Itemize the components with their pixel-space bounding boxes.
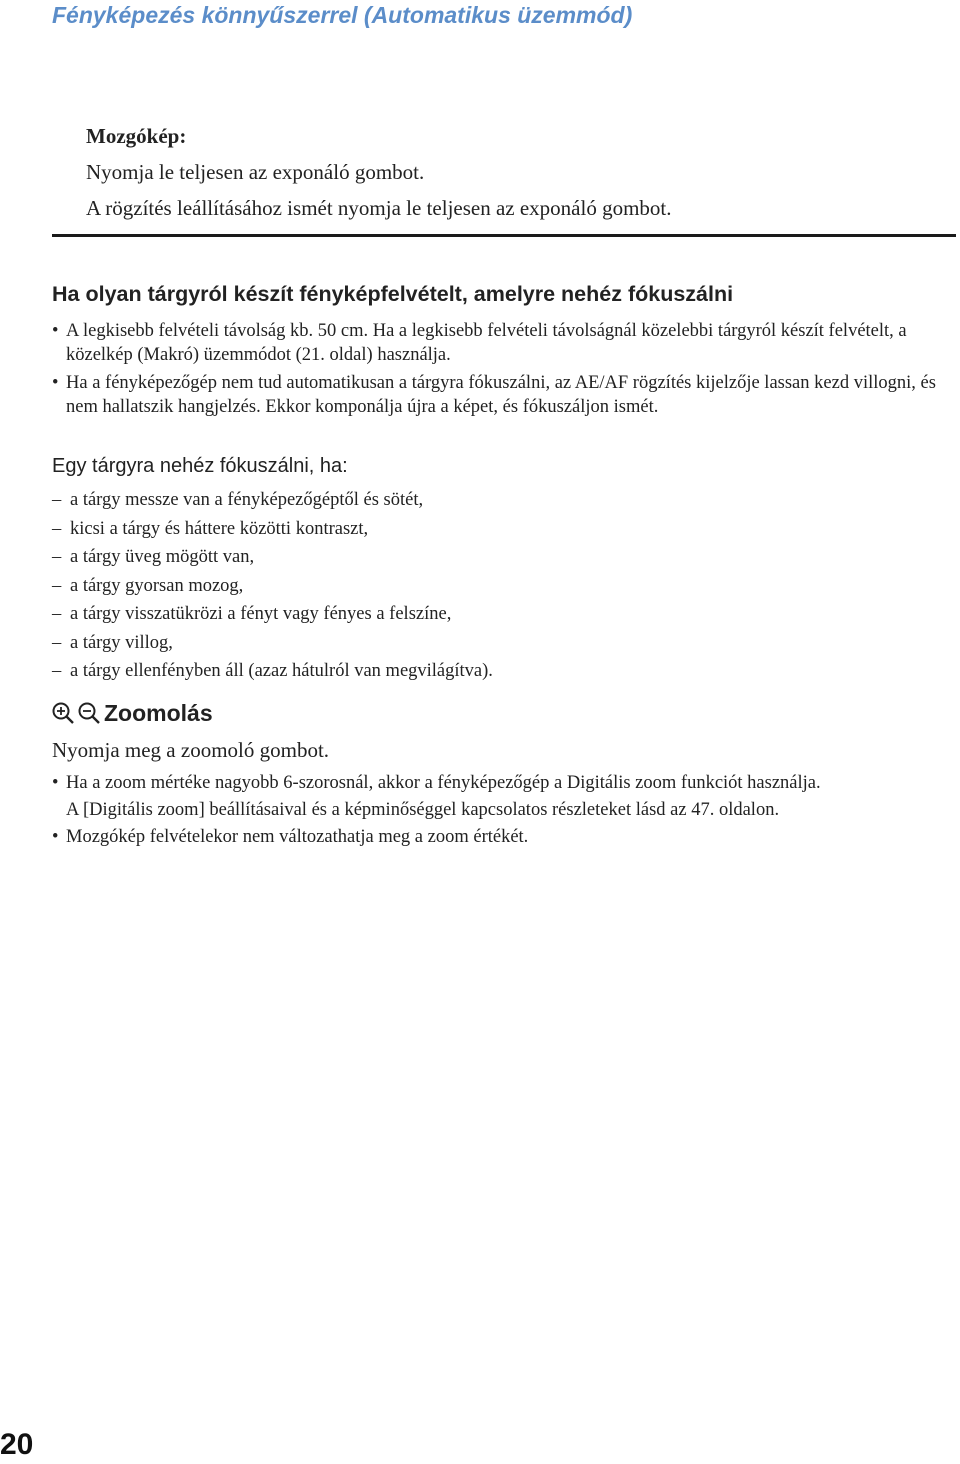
conditions-heading: Egy tárgyra nehéz fókuszálni, ha:: [52, 455, 348, 477]
bullet-icon: •: [52, 373, 59, 393]
list-item: [52, 543, 493, 572]
movie-line: Nyomja le teljesen az exponáló gombot.: [86, 160, 425, 184]
list-item: [52, 825, 952, 849]
zoom-intro: Nyomja meg a zoomoló gombot.: [52, 738, 330, 762]
page-header-title: Fényképezés könnyűszerrel (Automatikus üzemmód): [52, 2, 633, 28]
movie-line: A rögzítés leállításához ismét nyomja le teljesen az exponáló gombot.: [86, 196, 672, 220]
zoom-out-icon: [78, 702, 102, 726]
dash-icon: –: [52, 490, 62, 510]
condition-text: a tárgy üveg mögött van,: [70, 547, 255, 567]
bullet-icon: •: [52, 773, 59, 793]
dash-icon: –: [52, 575, 62, 596]
bullet-text: Mozgókép felvételekor nem változathatja meg a zoom értékét.: [66, 827, 529, 847]
bullet-text: Ha a zoom mértéke nagyobb 6-szorosnál, akkor a fényképezőgép a Digitális zoom funkciót használja.: [66, 773, 821, 793]
list-item: [52, 572, 493, 601]
list-item: [52, 600, 493, 629]
page-number: 20: [0, 1428, 34, 1461]
list-item: [52, 319, 957, 367]
condition-text: a tárgy villog,: [70, 632, 173, 653]
movie-label: Mozgókép:: [86, 124, 187, 148]
focus-bullet-list: [52, 319, 957, 423]
bullet-text: A legkisebb felvételi távolság kb. 50 cm. Ha a legkisebb felvételi távolságnál közelebbi tárgyról készít felvételt, a közelkép (Makró) üzemmódot (21. oldal) használja.: [66, 321, 907, 365]
movie-instructions: [86, 118, 672, 226]
dash-icon: –: [52, 518, 62, 539]
list-item: [52, 629, 493, 658]
bullet-text: Ha a fényképezőgép nem tud automatikusan a tárgyra fókuszálni, az AE/AF rögzítés kijelzője lassan kezd villogni, és nem hallatszik hangjelzés. Ekkor komponálja újra a képet, és fókuszáljon ismét.: [66, 373, 936, 417]
zoom-in-icon: [52, 702, 76, 726]
zoom-heading-text: Zoomolás: [104, 700, 213, 726]
zoom-section-heading: [52, 700, 213, 727]
focus-section-heading: Ha olyan tárgyról készít fényképfelvételt, amelyre nehéz fókuszálni: [52, 282, 734, 306]
section-divider: [52, 234, 956, 237]
list-item: [52, 657, 493, 686]
list-item: [52, 486, 493, 515]
dash-icon: –: [52, 547, 62, 567]
dash-icon: –: [52, 661, 62, 681]
conditions-list: [52, 486, 493, 686]
list-item: [52, 371, 957, 419]
condition-text: a tárgy messze van a fényképezőgéptől és sötét,: [70, 490, 424, 510]
bullet-icon: •: [52, 321, 59, 341]
list-item: [52, 771, 952, 795]
bullet-note: A [Digitális zoom] beállításaival és a képminőséggel kapcsolatos részleteket lásd az 47. oldalon.: [66, 800, 780, 820]
dash-icon: –: [52, 632, 62, 653]
condition-text: kicsi a tárgy és háttere közötti kontraszt,: [70, 518, 369, 539]
zoom-bullet-list: [52, 771, 952, 852]
condition-text: a tárgy gyorsan mozog,: [70, 575, 244, 596]
dash-icon: –: [52, 604, 62, 624]
bullet-icon: •: [52, 827, 59, 847]
list-item: [52, 515, 493, 544]
condition-text: a tárgy visszatükrözi a fényt vagy fényes a felszíne,: [70, 604, 452, 624]
condition-text: a tárgy ellenfényben áll (azaz hátulról van megvilágítva).: [70, 661, 493, 681]
